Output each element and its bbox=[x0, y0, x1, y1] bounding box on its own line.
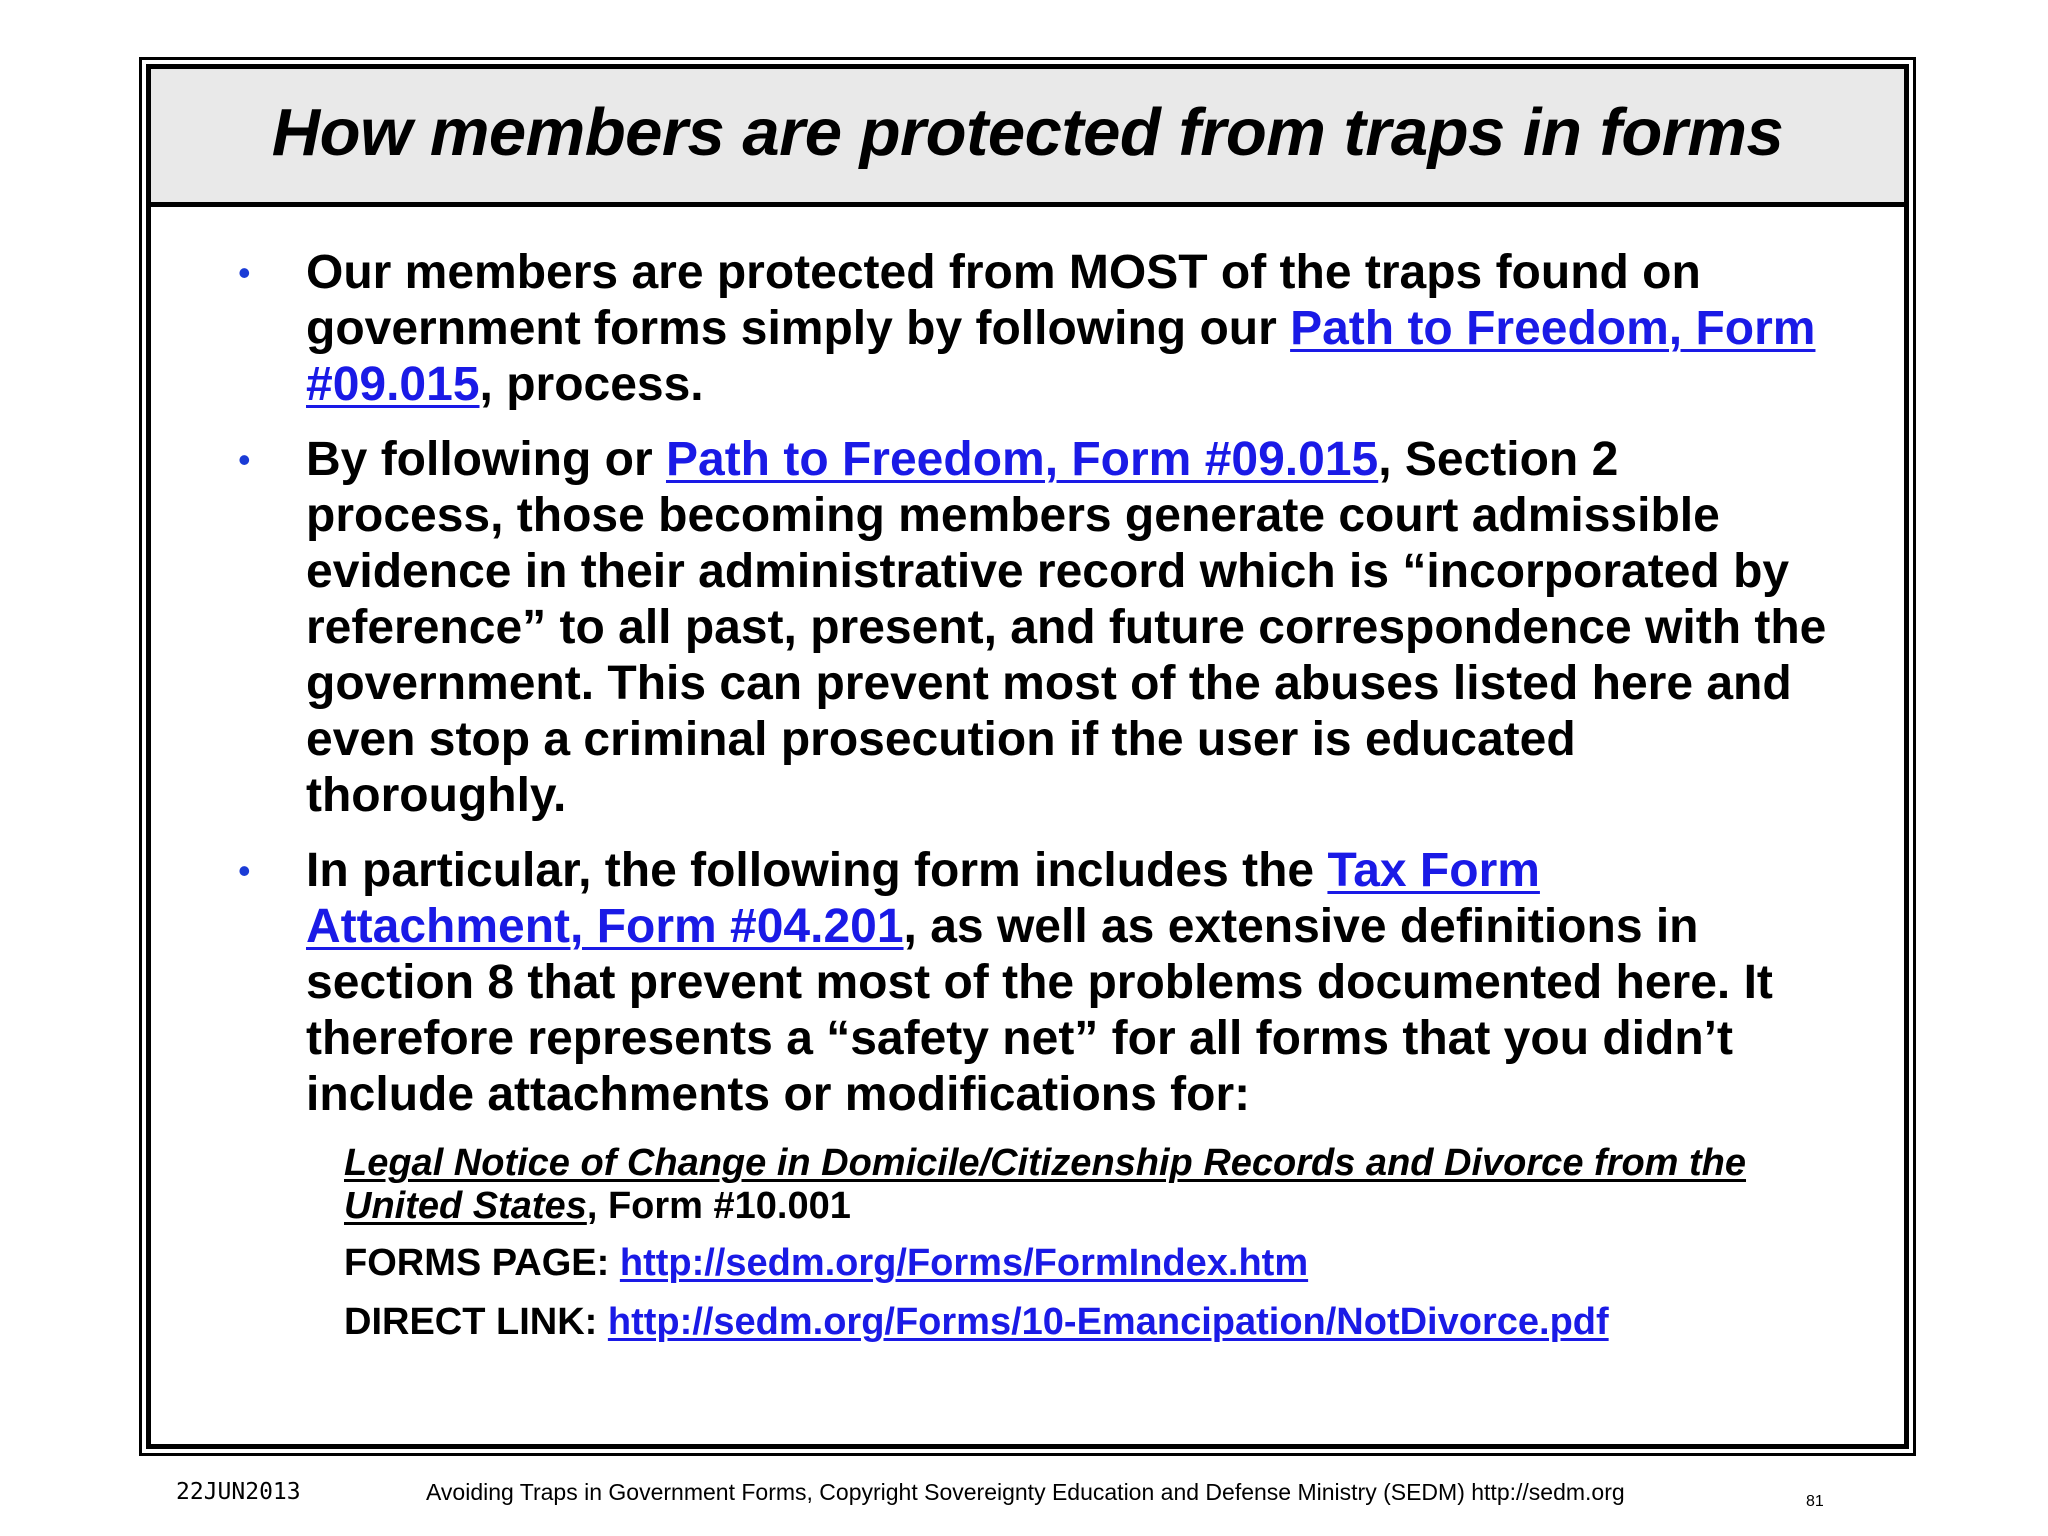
bullet-item-3 bbox=[238, 843, 1828, 1123]
legal-notice-title: Legal Notice of Change in Domicile/Citizenship Records and Divorce from the United States bbox=[344, 1142, 1747, 1227]
path-to-freedom-link[interactable]: Path to Freedom, Form #09.015 bbox=[306, 302, 1816, 411]
bullet-dot-icon: • bbox=[238, 850, 251, 891]
bullet-text-after: , Section 2 process, those becoming members generate court admissible evidence in their administrative record which is “incorporated by reference” to all past, present, and future correspondence with the government. This can prevent most of the abuses listed here and even stop a criminal prosecution if the user is educated thoroughly. bbox=[306, 433, 1827, 822]
bullet-dot-icon: • bbox=[238, 439, 251, 480]
forms-page-link[interactable]: http://sedm.org/Forms/FormIndex.htm bbox=[619, 1242, 1309, 1284]
bullet-text-after: , process. bbox=[479, 358, 704, 411]
bullet-dot-icon: • bbox=[238, 252, 251, 293]
title-bar bbox=[151, 69, 1904, 207]
forms-page-label: FORMS PAGE: bbox=[344, 1242, 620, 1284]
legal-notice-form-number: , Form #10.001 bbox=[586, 1185, 851, 1227]
bullet-text-before: By following or bbox=[306, 433, 666, 486]
bullet-text-after: , as well as extensive definitions in section 8 that prevent most of the problems documented here. It therefore represents a “safety net” for all forms that you didn’t include attachments or modifications for: bbox=[306, 900, 1773, 1121]
legal-notice-reference bbox=[344, 1142, 1828, 1228]
slide-title: How members are protected from traps in forms bbox=[271, 95, 1784, 170]
bullet-text-before: In particular, the following form includes the bbox=[306, 844, 1328, 897]
bullet-text-before: Our members are protected from MOST of the traps found on government forms simply by following our bbox=[306, 246, 1701, 355]
forms-page-line bbox=[344, 1242, 1828, 1285]
direct-link-url[interactable]: http://sedm.org/Forms/10-Emancipation/NotDivorce.pdf bbox=[607, 1301, 1609, 1343]
bullet-item-2 bbox=[238, 432, 1828, 824]
direct-link-line bbox=[344, 1301, 1828, 1344]
footer-copyright: Avoiding Traps in Government Forms, Copyright Sovereignty Education and Defense Ministry (SEDM) http://sedm.org bbox=[426, 1479, 1625, 1505]
page-number: 81 bbox=[1806, 1493, 1824, 1510]
footer-date: 22JUN2013 bbox=[176, 1479, 301, 1505]
slide-content bbox=[238, 245, 1828, 1360]
direct-link-label: DIRECT LINK: bbox=[344, 1301, 608, 1343]
bullet-item-1 bbox=[238, 245, 1828, 413]
tax-form-attachment-link[interactable]: Tax Form Attachment, Form #04.201 bbox=[306, 844, 1540, 953]
path-to-freedom-link[interactable]: Path to Freedom, Form #09.015 bbox=[665, 433, 1379, 486]
